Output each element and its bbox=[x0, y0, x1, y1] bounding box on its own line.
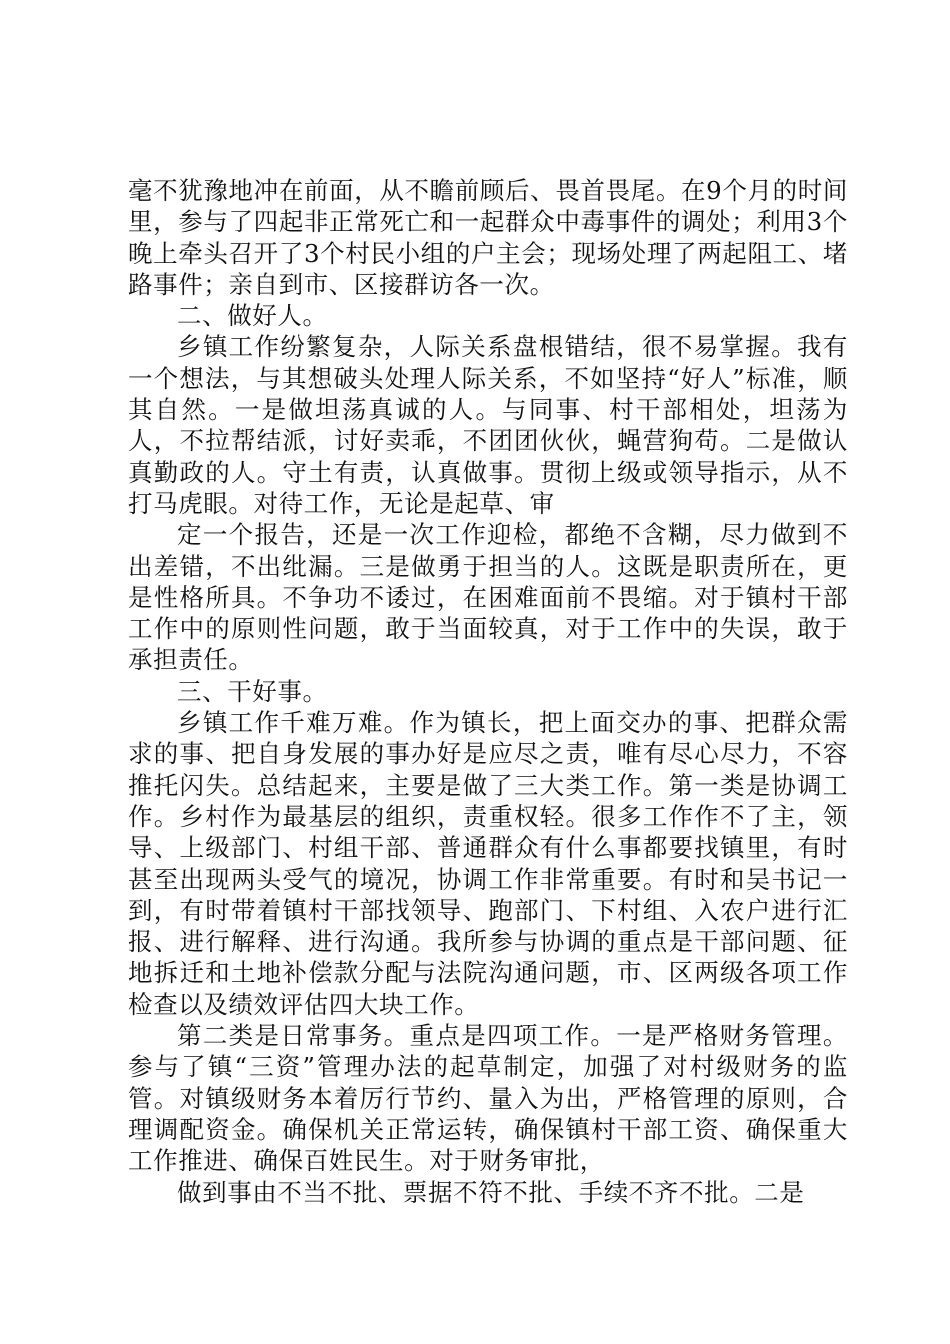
paragraph: 毫不犹豫地冲在前面，从不瞻前顾后、畏首畏尾。在9个月的时间里，参与了四起非正常死亡和一起群众中毒事件的调处；利用3个晚上牵头召开了3个村民小组的户主会；现场处理了两起阻工、堵路事件；亲自到市、区接群访各一次。 bbox=[128, 176, 848, 299]
document-body bbox=[128, 175, 848, 1208]
section-heading: 三、干好事。 bbox=[177, 676, 328, 706]
paragraph: 乡镇工作纷繁复杂，人际关系盘根错结，很不易掌握。我有一个想法，与其想破头处理人际关系，不如坚持“好人”标准，顺其自然。一是做坦荡真诚的人。与同事、村干部相处，坦荡为人，不拉帮结派，讨好卖乖，不团团伙伙，蝇营狗苟。二是做认真勤政的人。守土有责，认真做事。贯彻上级或领导指示，从不打马虎眼。对待工作，无论是起草、审 bbox=[128, 332, 848, 518]
paragraph: 做到事由不当不批、票据不符不批、手续不齐不批。二是 bbox=[177, 1177, 805, 1207]
section-heading: 二、做好人。 bbox=[177, 301, 328, 331]
paragraph: 第二类是日常事务。重点是四项工作。一是严格财务管理。参与了镇“三资”管理办法的起草制定，加强了对村级财务的监管。对镇级财务本着厉行节约、量入为出，严格管理的原则，合理调配资金。确保机关正常运转，确保镇村干部工资、确保重大工作推进、确保百姓民生。对于财务审批， bbox=[128, 1021, 848, 1176]
paragraph: 定一个报告，还是一次工作迎检，都绝不含糊，尽力做到不出差错，不出纰漏。三是做勇于担当的人。这既是职责所在，更是性格所具。不争功不诿过，在困难面前不畏缩。对于镇村干部工作中的原则性问题，敢于当面较真，对于工作中的失误，敢于承担责任。 bbox=[128, 520, 848, 675]
paragraph: 乡镇工作千难万难。作为镇长，把上面交办的事、把群众需求的事、把自身发展的事办好是应尽之责，唯有尽心尽力，不容推托闪失。总结起来，主要是做了三大类工作。第一类是协调工作。乡村作为最基层的组织，责重权轻。很多工作作不了主，领导、上级部门、村组干部、普通群众有什么事都要找镇里，有时甚至出现两头受气的境况，协调工作非常重要。有时和吴书记一到，有时带着镇村干部找领导、跑部门、下村组、入农户进行汇报、进行解释、进行沟通。我所参与协调的重点是干部问题、征地拆迁和土地补偿款分配与法院沟通问题，市、区两级各项工作检查以及绩效评估四大块工作。 bbox=[128, 708, 848, 1019]
